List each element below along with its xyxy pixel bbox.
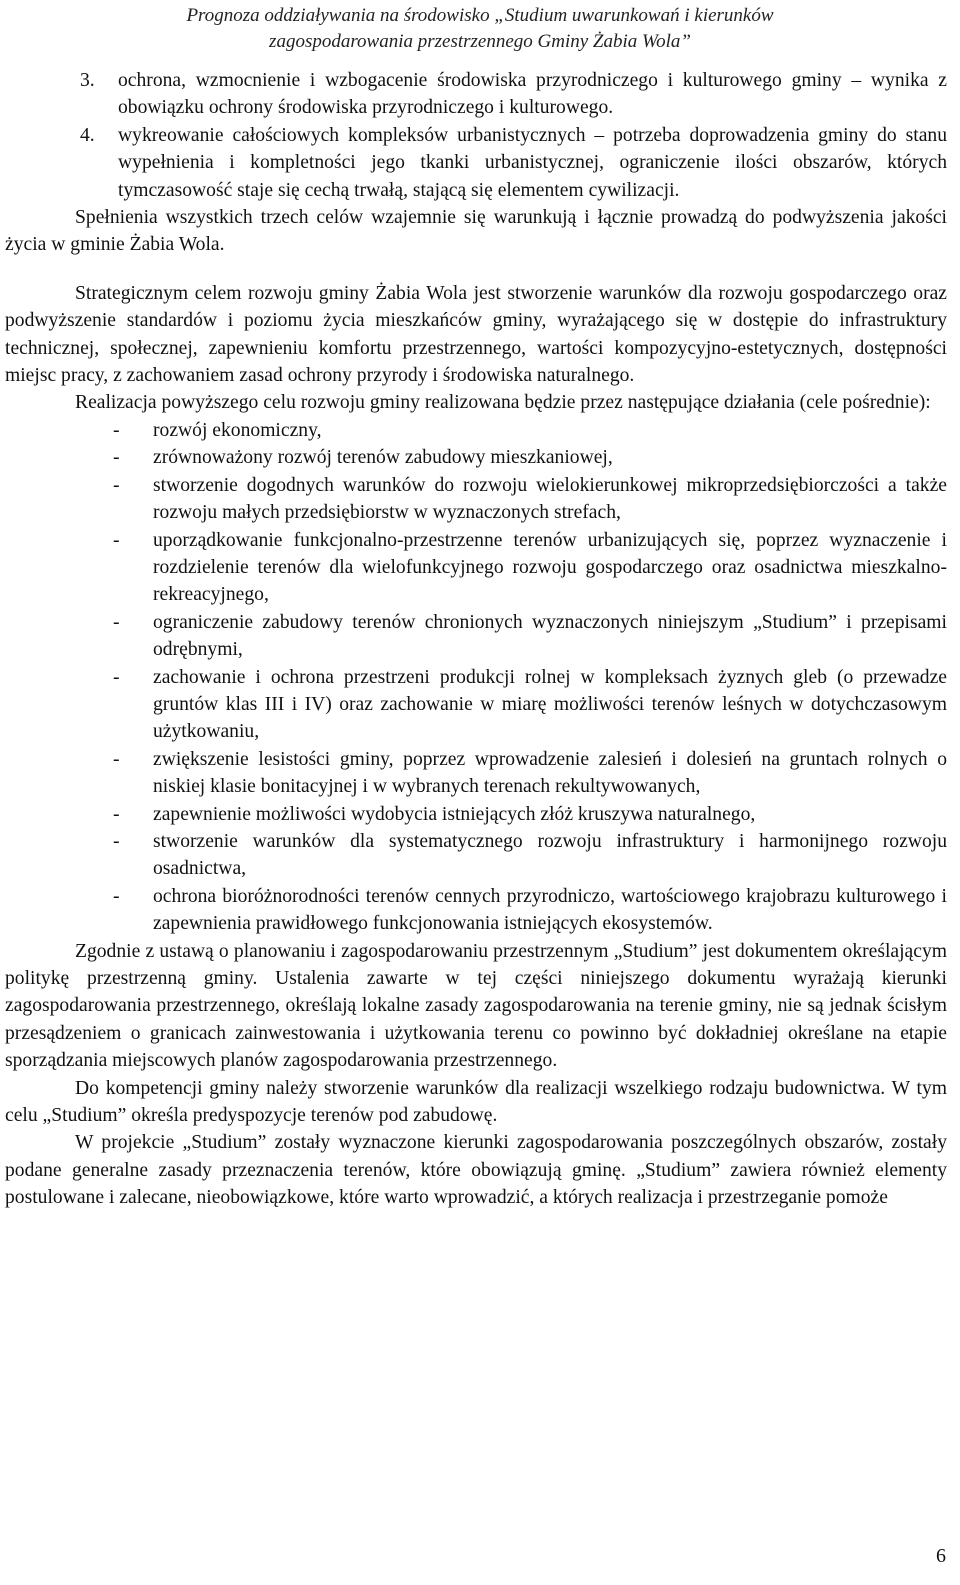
list-item-text: ochrona, wzmocnienie i wzbogacenie środowiska przyrodniczego i kulturowego gminy – wynika z obowiązku ochrony środowiska przyrodniczego i kulturowego. bbox=[118, 70, 947, 119]
list-item bbox=[5, 828, 947, 883]
dash-marker: - bbox=[113, 748, 120, 770]
list-item bbox=[5, 527, 947, 609]
list-item bbox=[5, 444, 947, 471]
list-item-text: zapewnienie możliwości wydobycia istniejących złóż kruszywa naturalnego, bbox=[153, 803, 756, 825]
list-item-text: rozwój ekonomiczny, bbox=[153, 419, 322, 441]
numbered-list bbox=[5, 67, 947, 204]
list-item-text: stworzenie dogodnych warunków do rozwoju wielokierunkowej mikroprzedsiębiorczości a także rozwoju małych przedsiębiorstw w wyznaczonych strefach, bbox=[153, 474, 947, 524]
header-line-1: Prognoza oddziaływania na środowisko „Studium uwarunkowań i kierunków bbox=[186, 5, 774, 26]
list-item-text: zrównoważony rozwój terenów zabudowy mieszkaniowej, bbox=[153, 447, 613, 469]
paragraph-fulfillment: Spełnienia wszystkich trzech celów wzajemnie się warunkują i łącznie prowadzą do podwyższenia jakości życia w gminie Żabia Wola. bbox=[5, 207, 947, 256]
list-item bbox=[5, 664, 947, 746]
dash-marker: - bbox=[113, 447, 120, 469]
list-item bbox=[5, 801, 947, 828]
dash-marker: - bbox=[113, 611, 120, 633]
paragraph-realization: Realizacja powyższego celu rozwoju gminy realizowana będzie przez następujące działania (cele pośrednie): bbox=[75, 392, 931, 414]
list-item-text: stworzenie warunków dla systematycznego rozwoju infrastruktury i harmonijnego rozwoju osadnictwa, bbox=[153, 830, 947, 880]
paragraph-law: Zgodnie z ustawą o planowaniu i zagospodarowaniu przestrzennym „Studium” jest dokumentem określającym politykę przestrzenną gminy. Ustalenia zawarte w tej części niniejszego dokumentu wyrażają kierunki zagospodarowania przestrzennego, określają lokalne zasady zagospodarowania na terenie gminy, nie są jednak ścisłym przesądzeniem o granicach zainwestowania i użytkowania terenu co powinno być dokładniej określane na etapie sporządzania miejscowych planów zagospodarowania przestrzennego. bbox=[5, 940, 947, 1072]
dash-marker: - bbox=[113, 803, 120, 825]
header-line-2: zagospodarowania przestrzennego Gminy Żabia Wola” bbox=[269, 31, 691, 52]
dash-marker: - bbox=[113, 885, 120, 907]
list-item bbox=[5, 122, 947, 204]
dash-marker: - bbox=[113, 419, 120, 441]
list-item bbox=[5, 417, 947, 444]
paragraph-competence: Do kompetencji gminy należy stworzenie warunków dla realizacji wszelkiego rodzaju budownictwa. W tym celu „Studium” określa predyspozycje terenów pod zabudowę. bbox=[5, 1077, 947, 1127]
page-number: 6 bbox=[936, 1545, 946, 1567]
list-item bbox=[5, 746, 947, 801]
list-item-text: zachowanie i ochrona przestrzeni produkcji rolnej w kompleksach żyznych gleb (o przewadze gruntów klas III i IV) oraz zachowanie w miarę możliwości terenów leśnych w dotychczasowym użytkowaniu, bbox=[153, 666, 947, 743]
dash-marker: - bbox=[113, 529, 120, 551]
list-item-text: wykreowanie całościowych kompleksów urbanistycznych – potrzeba doprowadzenia gminy do stanu wypełnienia i kompletności jego tkanki urbanistycznej, ograniczenie ilości obszarów, których tymczasowość staje się cechą trwałą, stającą się elementem cywilizacji. bbox=[118, 124, 947, 201]
paragraph-project: W projekcie „Studium” zostały wyznaczone kierunki zagospodarowania poszczególnych obszarów, zostały podane generalne zasady przeznaczenia terenów, które obowiązują gminę. „Studium” zawiera również elementy postulowane i zalecane, nieobowiązkowe, które warto wprowadzić, a których realizacja i przestrzeganie pomoże bbox=[5, 1132, 947, 1209]
dash-marker: - bbox=[113, 474, 120, 496]
dash-marker: - bbox=[113, 830, 120, 852]
paragraph-strategic-goal: Strategicznym celem rozwoju gminy Żabia Wola jest stworzenie warunków dla rozwoju gospodarczego oraz podwyższenie standardów i poziomu życia mieszkańców gminy, wyrażającego się w dostępie do infrastruktury technicznej, społecznej, zapewnieniu komfortu przestrzennego, wartości kompozycyjno-estetycznych, dostępności miejsc pracy, z zachowaniem zasad ochrony przyrody i środowiska naturalnego. bbox=[5, 282, 947, 387]
list-item bbox=[5, 883, 947, 938]
dash-marker: - bbox=[113, 666, 120, 688]
list-item-text: zwiększenie lesistości gminy, poprzez wprowadzenie zalesień i dolesień na gruntach rolnych o niskiej klasie bonitacyjnej i w wybranych terenach rekultywowanych, bbox=[153, 748, 947, 798]
list-item bbox=[5, 609, 947, 664]
list-item bbox=[5, 472, 947, 527]
list-item bbox=[5, 67, 947, 122]
list-item-text: uporządkowanie funkcjonalno-przestrzenne terenów urbanizujących się, poprzez wyznaczenie i rozdzielenie terenów dla wielofunkcyjnego rozwoju gospodarczego oraz osadnictwa mieszkalno-rekreacyjnego, bbox=[153, 529, 947, 606]
body-text bbox=[5, 67, 947, 1212]
actions-list bbox=[5, 417, 947, 938]
list-item-text: ochrona bioróżnorodności terenów cennych przyrodniczo, wartościowego krajobrazu kulturowego i zapewnienia prawidłowego funkcjonowania istniejących ekosystemów. bbox=[153, 885, 947, 935]
list-item-number: 4. bbox=[80, 124, 95, 146]
page-header bbox=[0, 3, 960, 55]
list-item-number: 3. bbox=[80, 70, 95, 91]
list-item-text: ograniczenie zabudowy terenów chronionych wyznaczonych niniejszym „Studium” i przepisami odrębnymi, bbox=[153, 611, 947, 661]
